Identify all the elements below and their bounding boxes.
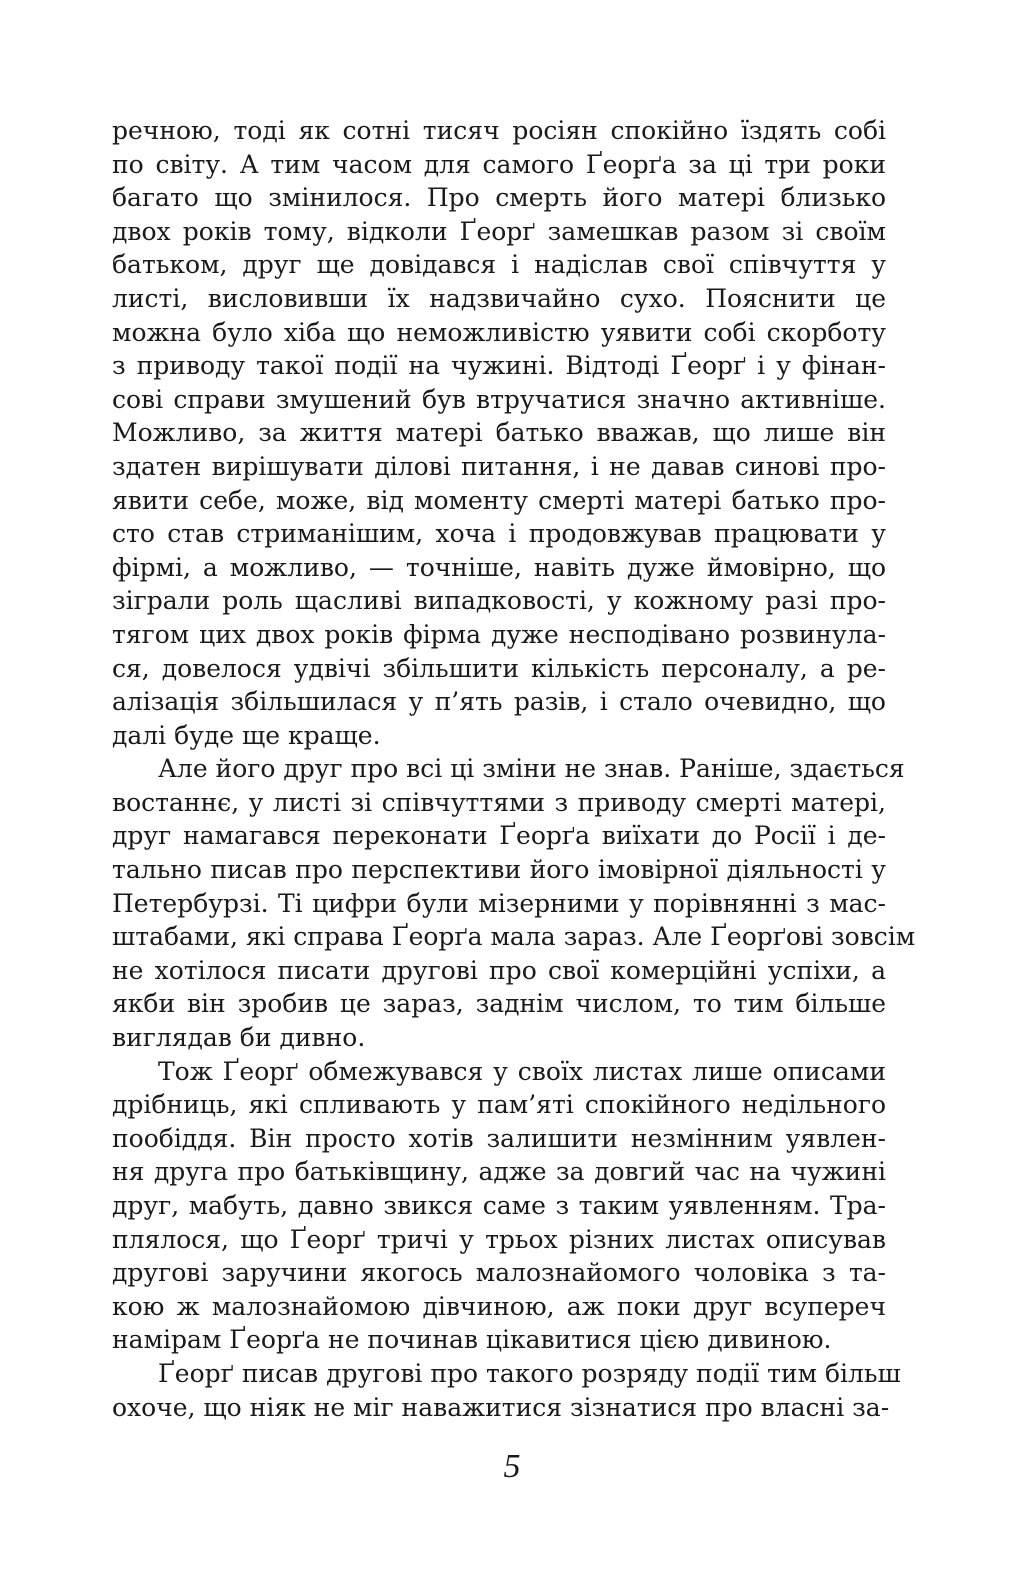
text-line: тально писав про перспективи його імовірної діяльності у [112,855,886,885]
text-line: намірам Ґеорґа не починав цікавитися цією дивиною. [112,1325,832,1355]
text-line: штабами, які справа Ґеорґа мала зараз. Але Ґеорґові зовсім [112,922,916,952]
text-line: далі буде ще краще. [112,720,381,750]
text-line: фірмі, а можливо, — точніше, навіть дуже ймовірно, що [112,552,886,582]
text-line: ся, довелося удвічі збільшити кількість персоналу, а ре- [112,653,886,683]
text-line: батьком, друг ще довідався і надіслав свої співчуття у [112,250,886,280]
text-line: охоче, що ніяк не міг наважитися зізнатися про власні за- [112,1392,890,1422]
paragraph [112,114,886,752]
text-line: сто став стриманішим, хоча і продовжував працювати у [112,519,886,549]
page-number: 5 [503,1448,521,1485]
text-line: багато що змінилося. Про смерть його матері близько [112,183,886,213]
text-line: Петербурзі. Ті цифри були мізерними у порівнянні з мас- [112,888,886,918]
text-line: тягом цих двох років фірма дуже несподівано розвинула- [112,619,886,649]
text-line: алізація збільшилася у п’ять разів, і стало очевидно, що [112,687,886,717]
text-line: здатен вирішувати ділові питання, і не давав синові про- [112,451,886,481]
text-line: плялося, що Ґеорґ тричі у трьох різних листах описував [112,1224,886,1254]
text-line: дрібниць, які спливають у пам’яті спокійного недільного [112,1090,886,1120]
paragraph [112,752,916,1054]
text-line: Але його друг про всі ці зміни не знав. Раніше, здається [158,754,905,784]
text-line: зіграли роль щасливі випадковості, у кожному разі про- [112,586,886,616]
paragraph [112,1055,886,1357]
text-line: Тож Ґеорґ обмежувався у своїх листах лише описами [158,1056,886,1086]
text-line: можна було хіба що неможливістю уявити собі скорботу [112,317,886,347]
text-line: ня друга про батьківщину, адже за довгий час на чужині [112,1157,886,1187]
text-line: виглядав би дивно. [112,1023,366,1053]
text-line: якби він зробив це зараз, заднім числом, то тим більше [112,989,886,1019]
text-line: друг намагався переконати Ґеорґа виїхати до Росії і де- [112,821,886,851]
text-line: явити себе, може, від моменту смерті матері батько про- [112,485,886,515]
paragraph [112,1357,901,1424]
text-line: другові заручини якогось малознайомого чоловіка з та- [112,1258,886,1288]
text-line: Ґеорґ писав другові про такого розряду події тим більш [158,1358,901,1388]
text-line: речною, тоді як сотні тисяч росіян спокійно їздять собі [112,116,886,145]
text-line: пообіддя. Він просто хотів залишити незмінним уявлен- [112,1123,886,1153]
text-line: двох років тому, відколи Ґеорґ замешкав разом зі своїм [112,216,886,246]
text-line: сові справи змушений був втручатися значно активніше. [112,384,886,414]
text-line: по світу. А тим часом для самого Ґеорґа за ці три роки [112,149,886,179]
body-text [112,114,916,1424]
text-line: Можливо, за життя матері батько вважав, що лише він [112,418,886,448]
text-line: друг, мабуть, давно звикся саме з таким уявленням. Тра- [112,1191,886,1220]
text-line: кою ж малознайомою дівчиною, аж поки друг всупереч [112,1291,886,1321]
text-line: не хотілося писати другові про свої комерційні успіхи, а [112,955,886,985]
text-line: востаннє, у листі зі співчуттями з приводу смерті матері, [112,787,886,817]
text-line: з приводу такої події на чужині. Відтоді Ґеорґ і у фінан- [112,351,886,381]
text-line: листі, висловивши їх надзвичайно сухо. Пояснити це [112,283,886,313]
